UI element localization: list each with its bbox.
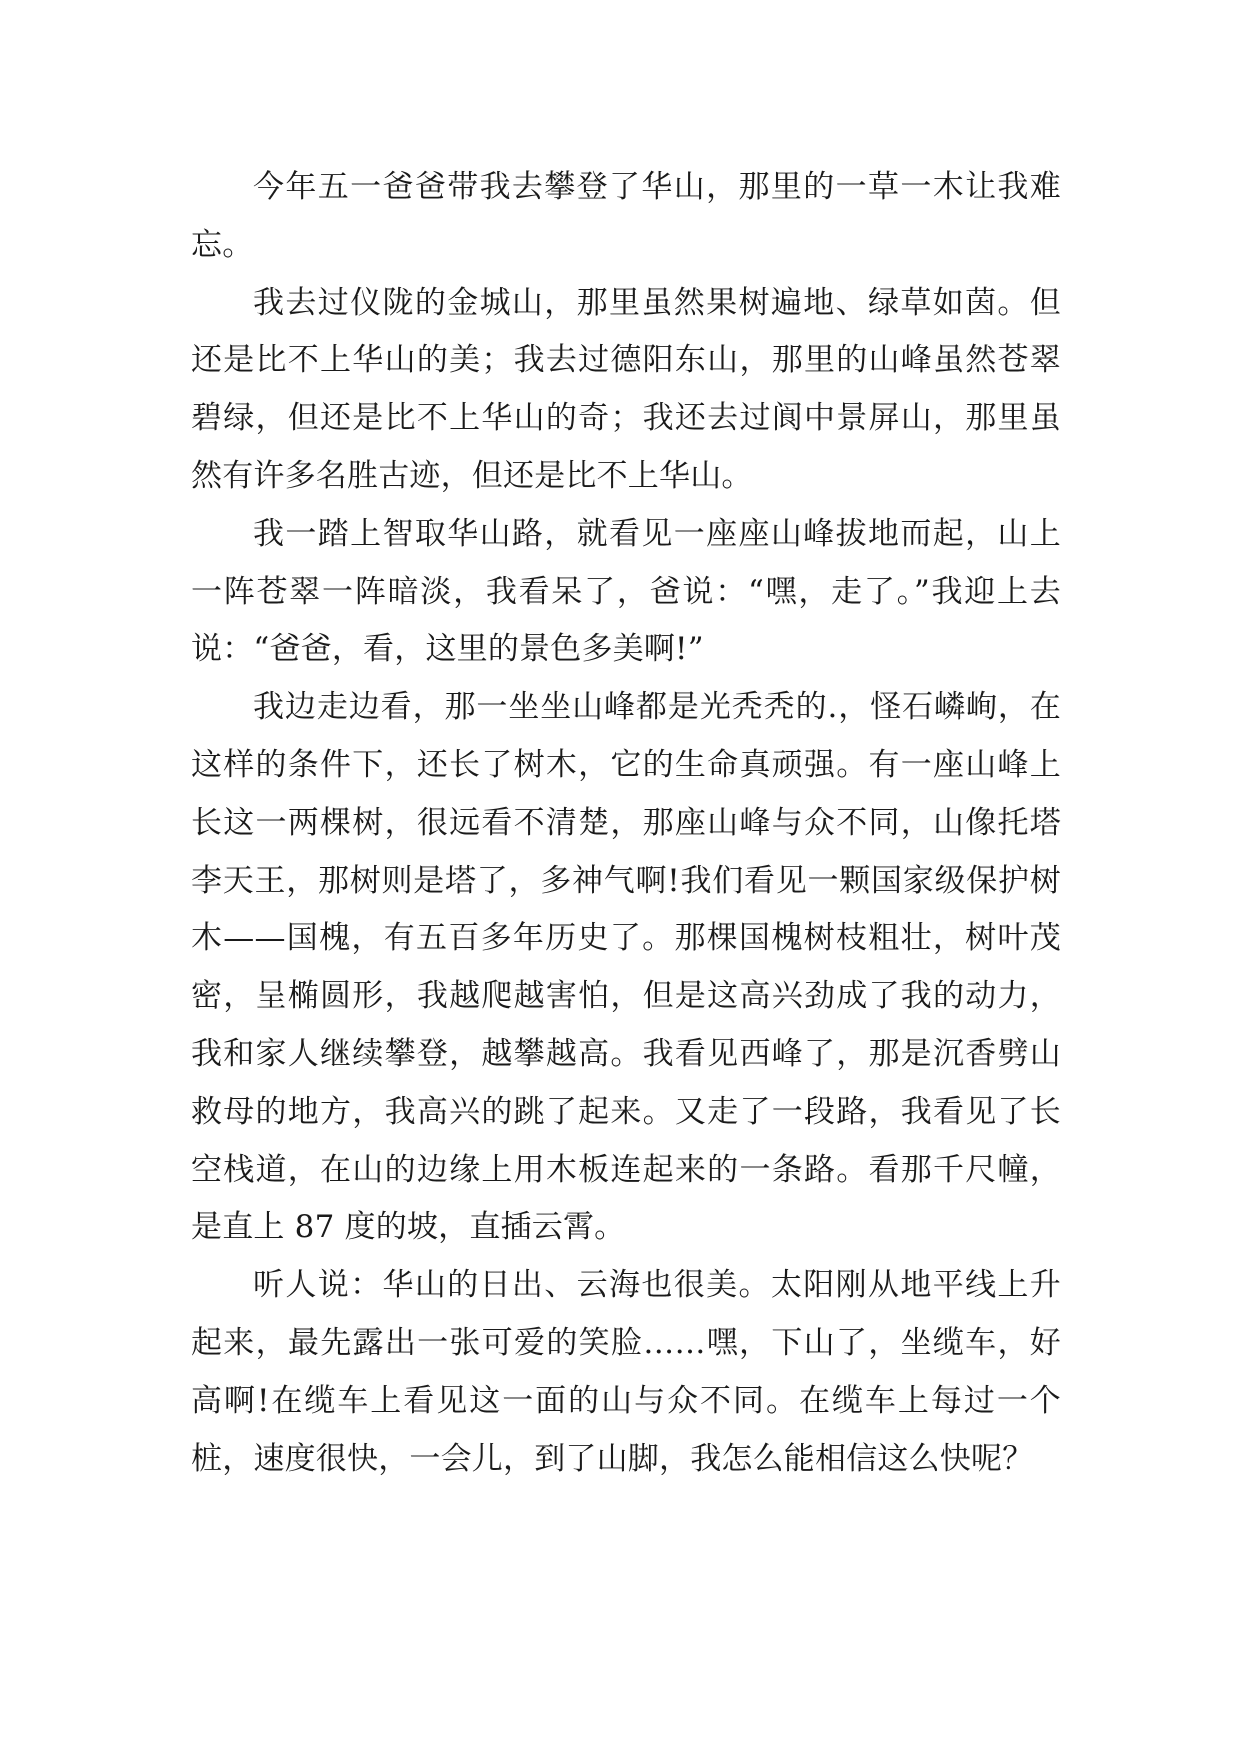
paragraph-2: 我去过仪陇的金城山，那里虽然果树遍地、绿草如茵。但还是比不上华山的美；我去过德阳东山，那里的山峰虽然苍翠碧绿，但还是比不上华山的奇；我还去过阆中景屏山，那里虽然有许多名胜古迹，但还是比不上华山。 xyxy=(191,284,1061,494)
paragraph-3: 我一踏上智取华山路，就看见一座座山峰拔地而起，山上一阵苍翠一阵暗淡，我看呆了，爸说：“嘿，走了。”我迎上去说：“爸爸，看，这里的景色多美啊!” xyxy=(191,515,1061,668)
paragraph-4: 我边走边看，那一坐坐山峰都是光秃秃的.，怪石嶙峋，在这样的条件下，还长了树木，它的生命真顽强。有一座山峰上长这一两棵树，很远看不清楚，那座山峰与众不同，山像托塔李天王，那树则是塔了，多神气啊!我们看见一颗国家级保护树木——国槐，有五百多年历史了。那棵国槐树枝粗壮，树叶茂密，呈椭圆形，我越爬越害怕，但是这高兴劲成了我的动力，我和家人继续攀登，越攀越高。我看见西峰了，那是沉香劈山救母的地方，我高兴的跳了起来。又走了一段路，我看见了长空栈道，在山的边缘上用木板连起来的一条路。看那千尺幢，是直上 87 度的坡，直插云霄。 xyxy=(191,689,1061,1246)
paragraph-1: 今年五一爸爸带我去攀登了华山，那里的一草一木让我难忘。 xyxy=(191,169,1061,263)
article-body xyxy=(191,159,1061,1488)
paragraph-5: 听人说：华山的日出、云海也很美。太阳刚从地平线上升起来，最先露出一张可爱的笑脸……嘿，下山了，坐缆车，好高啊!在缆车上看见这一面的山与众不同。在缆车上每过一个桩，速度很快，一会儿，到了山脚，我怎么能相信这么快呢？ xyxy=(191,1267,1061,1477)
